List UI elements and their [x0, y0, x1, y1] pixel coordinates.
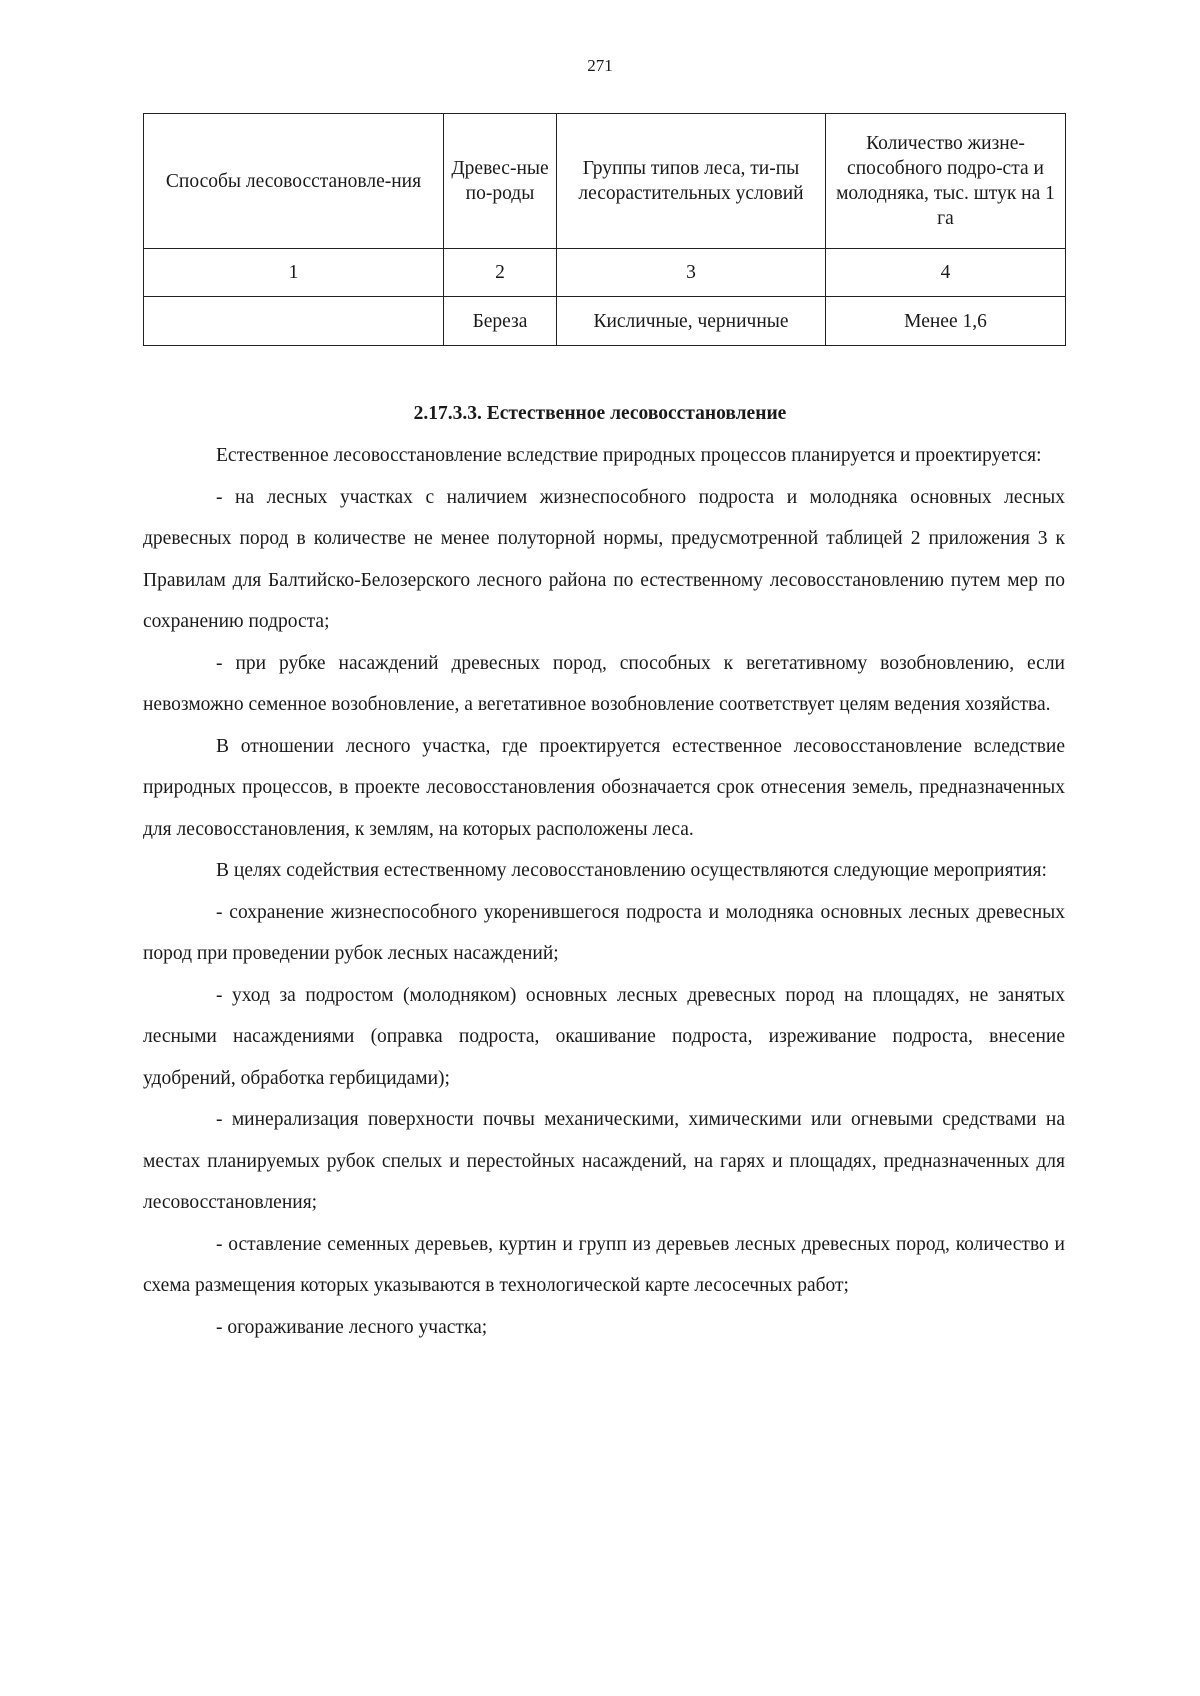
table-cell: Менее 1,6	[826, 297, 1066, 346]
header-cell-forest-types: Группы типов леса, ти-пы лесорастительных условий	[557, 114, 826, 249]
regeneration-table	[143, 113, 1066, 346]
paragraph: - при рубке насаждений древесных пород, способных к вегетативному возобновлению, если невозможно семенное возобновление, а вегетативное возобновление соответствует целям ведения хозяйства.	[143, 652, 1065, 715]
paragraph: Естественное лесовосстановление вследствие природных процессов планируется и проектируется:	[216, 445, 1042, 466]
table-header-row	[144, 114, 1066, 249]
section-body	[143, 435, 1065, 1348]
column-number: 4	[826, 249, 1066, 297]
paragraph: В целях содействия естественному лесовосстановлению осуществляются следующие мероприятия:	[216, 860, 1047, 881]
paragraph: - минерализация поверхности почвы механическими, химическими или огневыми средствами на местах планируемых рубок спелых и перестойных насаждений, на гарях и площадях, предназначенных для лесовосстановления;	[143, 1109, 1065, 1213]
paragraph: - огораживание лесного участка;	[216, 1316, 488, 1338]
table-row	[144, 297, 1066, 346]
column-number: 1	[144, 249, 444, 297]
table-cell	[144, 297, 444, 346]
column-number: 2	[444, 249, 557, 297]
section-heading: 2.17.3.3. Естественное лесовосстановление	[413, 403, 787, 424]
header-cell-methods: Способы лесовосстановле-ния	[144, 114, 444, 249]
paragraph: В отношении лесного участка, где проектируется естественное лесовосстановление вследствие природных процессов, в проекте лесовосстановления обозначается срок отнесения земель, предназначенных для лесовосстановления, к землям, на которых расположены леса.	[143, 735, 1065, 840]
header-cell-undergrowth-count: Количество жизне-способного подро-ста и молодняка, тыс. штук на 1 га	[826, 114, 1066, 249]
column-number: 3	[557, 249, 826, 297]
paragraph: - уход за подростом (молодняком) основных лесных древесных пород на площадях, не занятых лесными насаждениями (оправка подроста, окашивание подроста, изреживание подроста, внесение удобрений, обработка гербицидами);	[143, 984, 1065, 1089]
paragraph: - сохранение жизнеспособного укоренившегося подроста и молодняка основных лесных древесных пород при проведении рубок лесных насаждений;	[143, 901, 1065, 964]
header-cell-species: Древес-ные по-роды	[444, 114, 557, 249]
table-cell: Кисличные, черничные	[557, 297, 826, 346]
table-cell: Береза	[444, 297, 557, 346]
paragraph: - на лесных участках с наличием жизнеспособного подроста и молодняка основных лесных древесных пород в количестве не менее полуторной нормы, предусмотренной таблицей 2 приложения 3 к Правилам для Балтийско-Белозерского лесного района по естественному лесовосстановлению путем мер по сохранению подроста;	[143, 486, 1065, 632]
paragraph: - оставление семенных деревьев, куртин и групп из деревьев лесных древесных пород, количество и схема размещения которых указываются в технологической карте лесосечных работ;	[143, 1233, 1065, 1296]
column-number-row	[144, 249, 1066, 297]
page-number: 271	[587, 56, 613, 75]
